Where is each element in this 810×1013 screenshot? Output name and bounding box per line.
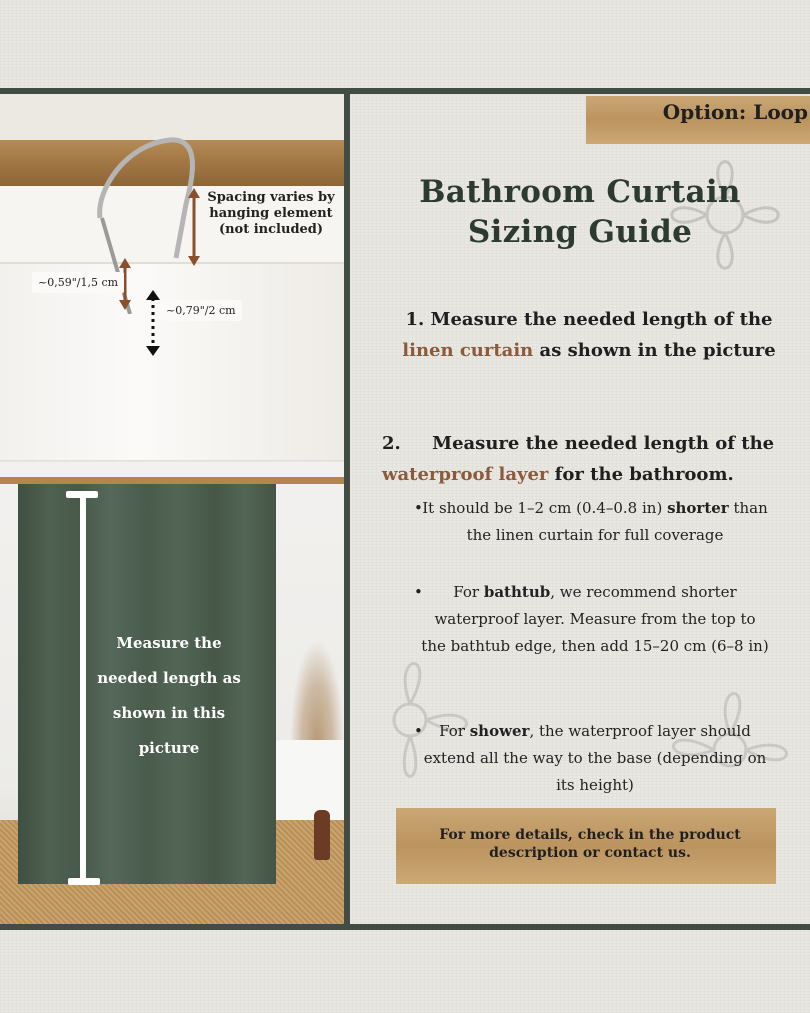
measure-photo-label: Measure the needed length as shown in this picture bbox=[97, 634, 241, 757]
dotted-arrow-icon bbox=[144, 290, 162, 356]
bullet-dot-icon: • bbox=[414, 722, 423, 740]
bullet-item bbox=[414, 579, 770, 660]
bullet-text: It should be 1–2 cm (0.4–0.8 in) bbox=[422, 499, 668, 517]
bullet-dot-icon: • bbox=[414, 583, 423, 601]
step-1-accent: linen curtain bbox=[402, 340, 534, 361]
measure-label-1: ~0,59"/1,5 cm bbox=[32, 272, 124, 293]
frame-bottom-border bbox=[0, 924, 810, 930]
step-1-text: Measure the needed length of the bbox=[430, 309, 773, 330]
step-1-number: 1. bbox=[405, 309, 425, 330]
page-title: Bathroom Curtain Sizing Guide bbox=[419, 174, 741, 250]
step-1 bbox=[384, 304, 794, 366]
bullet-bold: shower bbox=[469, 722, 530, 740]
step-1-text-end: as shown in the picture bbox=[533, 340, 776, 361]
bullet-bold: shorter bbox=[667, 499, 729, 517]
measure-label-2: ~0,79"/2 cm bbox=[160, 300, 242, 321]
curtain-rod bbox=[0, 477, 344, 484]
measure-cap-top bbox=[66, 491, 98, 498]
bathtub bbox=[270, 740, 344, 830]
measure-line bbox=[80, 494, 86, 882]
step-2-text-end: for the bathroom. bbox=[548, 464, 734, 485]
bullet-text-end: , we recommend shorter waterproof layer. Measure from the top to the bathtub edge, then add 15–20 cm (6–8 in) bbox=[421, 583, 769, 655]
option-label: Option: Loop bbox=[662, 100, 808, 124]
step-2-number: 2. bbox=[382, 433, 401, 454]
bullet-bold: bathtub bbox=[483, 583, 551, 601]
bullet-text-end: than the linen curtain for full coverage bbox=[466, 499, 768, 544]
vase bbox=[314, 810, 330, 860]
bullet-item bbox=[414, 718, 770, 799]
footer-note: For more details, check in the product description or contact us. bbox=[439, 827, 741, 861]
spacing-label: Spacing varies by hanging element (not included) bbox=[207, 190, 335, 237]
bullet-text-end: , the waterproof layer should extend all the way to the base (depending on its height) bbox=[423, 722, 767, 794]
bullet-dot-icon: • bbox=[414, 499, 423, 517]
bullet-text: For bbox=[439, 722, 470, 740]
bullet-text: For bbox=[453, 583, 484, 601]
bullet-item bbox=[414, 495, 770, 549]
measure-cap-bottom bbox=[68, 878, 100, 885]
step-2-text: Measure the needed length of the bbox=[432, 433, 775, 454]
step-2 bbox=[382, 428, 802, 490]
step-2-accent: waterproof layer bbox=[382, 464, 549, 485]
